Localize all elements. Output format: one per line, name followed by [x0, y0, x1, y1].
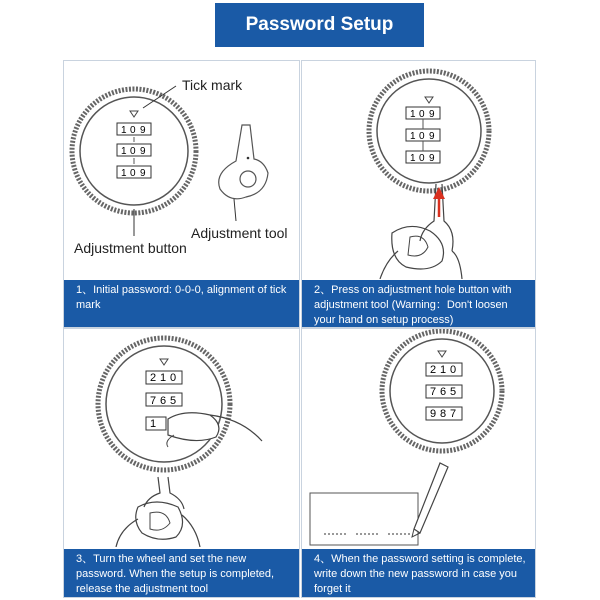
- dial-digit: 9: [140, 125, 146, 136]
- lock-dial: [72, 89, 196, 213]
- adjustment-tool-label: Adjustment tool: [191, 225, 288, 241]
- step-3-illustration: [64, 329, 299, 547]
- dial-row: [117, 144, 151, 157]
- dial-digit: 6: [440, 386, 447, 398]
- finger-turning-wheel-icon: [167, 413, 262, 447]
- dial-digit: 5: [450, 386, 457, 398]
- dial-row: [406, 107, 440, 120]
- dial-digit: 1: [150, 418, 157, 430]
- dial-row: [406, 151, 440, 164]
- dial-row: [117, 166, 151, 179]
- dial-digit: 1: [121, 125, 127, 136]
- dial-digit: 1: [410, 109, 416, 120]
- dial-row: [426, 385, 462, 398]
- hand-with-tool-icon: [116, 477, 200, 547]
- dial-row: [146, 371, 182, 384]
- adjustment-tool-icon: [219, 125, 268, 199]
- dial-row: [146, 393, 182, 407]
- step-3-panel: [63, 328, 300, 598]
- dial-digit: 2: [430, 364, 437, 376]
- step-4-illustration: [302, 329, 535, 547]
- dial-digit: 5: [170, 395, 177, 407]
- dial-digit: 1: [410, 153, 416, 164]
- dial-digit: 7: [150, 395, 157, 407]
- hand-with-tool-icon: [380, 184, 462, 279]
- dial-digit: 8: [440, 408, 447, 420]
- dial-digit: 0: [170, 372, 177, 384]
- dial-digit: 0: [419, 109, 425, 120]
- dial-row: [117, 123, 151, 136]
- step-3-caption: 3、Turn the wheel and set the new password. When the setup is completed, release the adjustment tool: [64, 549, 299, 597]
- dial-digit: 1: [440, 364, 447, 376]
- dial-row: [146, 417, 166, 430]
- step-4-caption: 4、When the password setting is complete, write down the new password in case you forget it: [302, 549, 535, 597]
- dial-digit: 9: [140, 146, 146, 157]
- dial-digit: 0: [130, 168, 136, 179]
- step-2-caption: 2、Press on adjustment hole button with adjustment tool (Warning：Don't loosen your hand on setup process): [302, 280, 535, 327]
- dial-digit: 7: [450, 408, 457, 420]
- dial-digit: 7: [430, 386, 437, 398]
- dial-row: [426, 407, 462, 420]
- dial-digit: 1: [121, 146, 127, 157]
- step-1-illustration: [64, 61, 299, 279]
- dial-digit: 0: [130, 146, 136, 157]
- dial-row: [426, 363, 462, 376]
- dial-digit: 0: [450, 364, 457, 376]
- dial-digit: 9: [429, 131, 435, 142]
- dial-digit: 1: [160, 372, 167, 384]
- dial-digit: 9: [429, 109, 435, 120]
- dial-digit: 9: [430, 408, 437, 420]
- dial-digit: 2: [150, 372, 157, 384]
- dial-digit: 1: [121, 168, 127, 179]
- lock-dial: [369, 71, 489, 191]
- step-1-panel: [63, 60, 300, 328]
- lock-dial: [98, 338, 230, 470]
- lock-dial: [382, 331, 502, 451]
- tick-mark-icon: [130, 111, 138, 117]
- dial-digit: 1: [410, 131, 416, 142]
- dial-digit: 9: [429, 153, 435, 164]
- dial-digit: 0: [419, 131, 425, 142]
- step-1-caption: 1、Initial password: 0-0-0, alignment of tick mark: [64, 280, 299, 327]
- notepad-icon: [310, 493, 418, 545]
- step-4-panel: [301, 328, 536, 598]
- tick-mark-label: Tick mark: [182, 77, 243, 93]
- dial-digit: 6: [160, 395, 167, 407]
- tick-mark-icon: [160, 359, 168, 365]
- dial-digit: 0: [130, 125, 136, 136]
- dial-row: [406, 129, 440, 142]
- page-title: Password Setup: [215, 3, 424, 47]
- tick-mark-icon: [425, 97, 433, 103]
- dial-digit: 0: [419, 153, 425, 164]
- dial-digit: 9: [140, 168, 146, 179]
- adjustment-button-label: Adjustment button: [74, 240, 187, 256]
- tick-mark-icon: [438, 351, 446, 357]
- step-2-panel: [301, 60, 536, 328]
- step-2-illustration: [302, 61, 535, 279]
